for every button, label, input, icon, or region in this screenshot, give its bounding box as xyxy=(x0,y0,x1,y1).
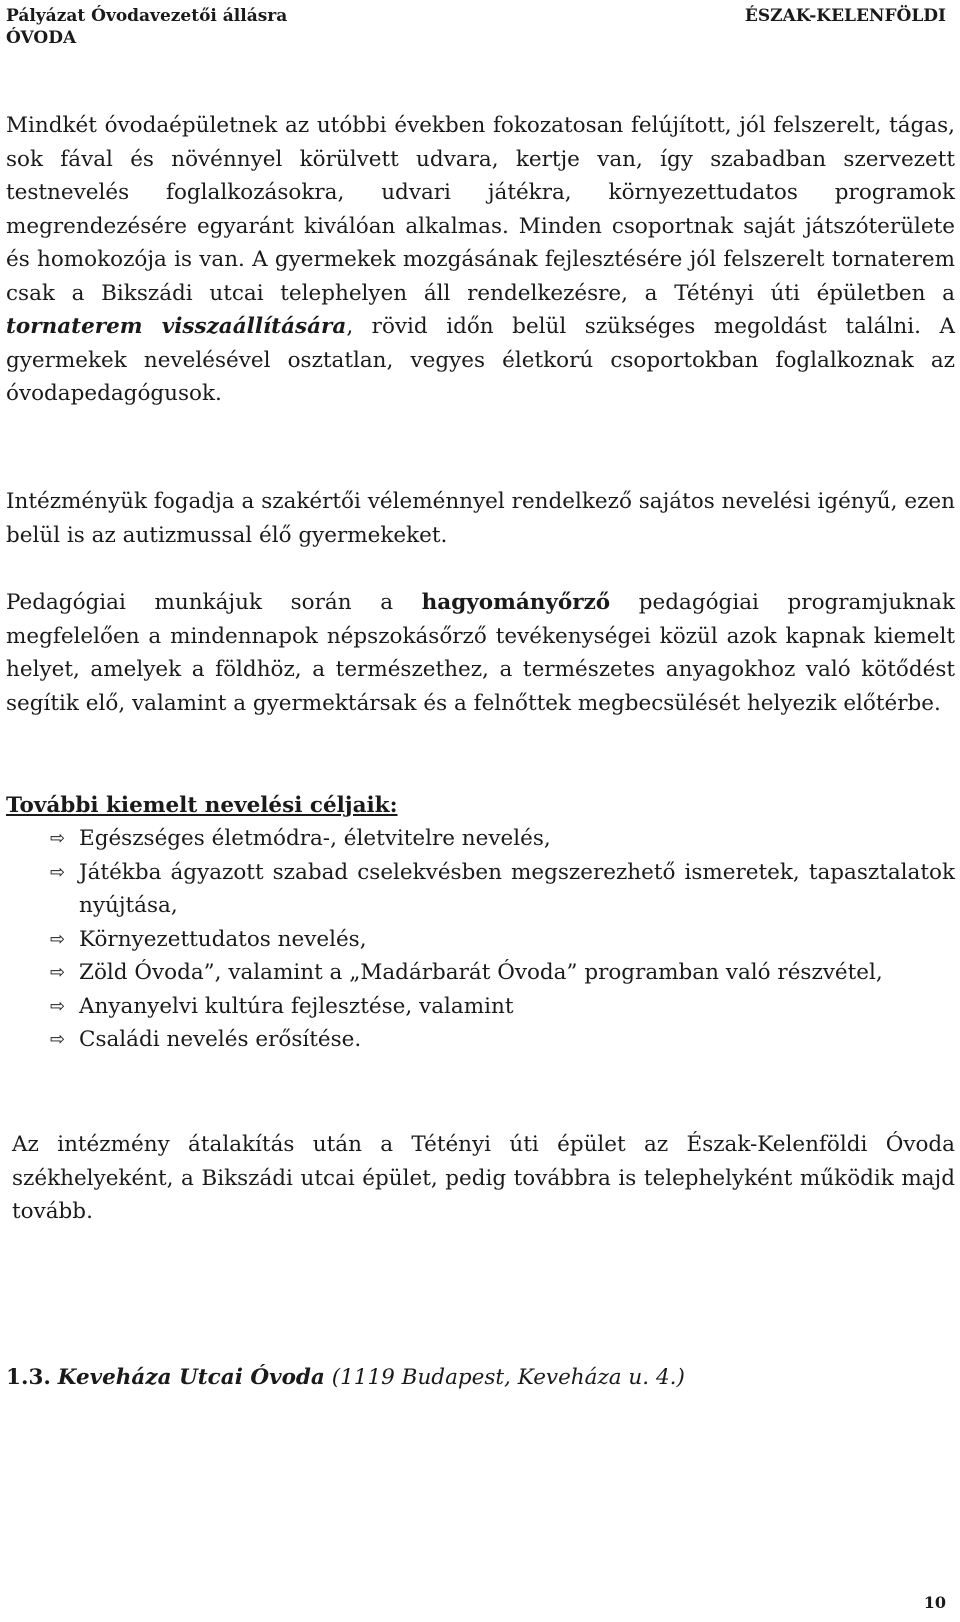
list-item-text: Zöld Óvoda”, valamint a „Madárbarát Óvoda” programban való részvétel, xyxy=(79,960,883,985)
list-item-text: Anyanyelvi kultúra fejlesztése, valamint xyxy=(79,993,514,1019)
emphasis-text: tornaterem visszaállítására xyxy=(6,314,347,339)
section-name: Keveháza Utcai Óvoda xyxy=(57,1365,325,1390)
list-item xyxy=(50,956,955,990)
right-arrow-icon: ⇨ xyxy=(50,962,66,983)
paragraph-text: Pedagógiai munkájuk során a xyxy=(6,590,422,615)
paragraph-text: , rövid időn belül szükséges megoldást találni. A gyermekek nevelésével osztatlan, vegyes életkorú csoportokban foglalkoznak az óvodapedagógusok. xyxy=(6,314,955,406)
list-item-text: Egészséges életmódra-, életvitelre nevelés, xyxy=(79,826,551,851)
list-item xyxy=(50,856,955,923)
list-item-text: Családi nevelés erősítése. xyxy=(79,1027,362,1052)
section-address: (1119 Budapest, Keveháza u. 4.) xyxy=(331,1365,685,1390)
list-item xyxy=(50,923,955,957)
paragraph-pedagogy xyxy=(6,586,955,720)
right-arrow-icon: ⇨ xyxy=(50,861,66,883)
aims-list xyxy=(50,822,955,1057)
list-item xyxy=(50,990,955,1024)
header-right: ÉSZAK-KELENFÖLDI xyxy=(744,6,946,26)
header-subtitle: ÓVODA xyxy=(6,28,77,48)
bold-text: hagyományőrző xyxy=(421,590,611,615)
header-left xyxy=(6,5,287,49)
right-arrow-icon: ⇨ xyxy=(50,828,66,849)
paragraph-restructuring: Az intézmény átalakítás után a Tétényi úti épület az Észak-Kelenföldi Óvoda székhelyeként, a Bikszádi utcai épület, pedig továbbra is telephelyként működik majd tovább. xyxy=(12,1132,955,1224)
page-number: 10 xyxy=(923,1593,946,1612)
right-arrow-icon: ⇨ xyxy=(50,995,66,1017)
list-item-text: Környezettudatos nevelés, xyxy=(79,926,367,952)
list-item xyxy=(50,1023,955,1057)
right-arrow-icon: ⇨ xyxy=(50,928,66,950)
list-item-text: Játékba ágyazott szabad cselekvésben megszerezhető ismeretek, tapasztalatok nyújtása, xyxy=(79,859,955,918)
aims-heading: További kiemelt nevelési céljaik: xyxy=(6,793,398,818)
paragraph-text: pedagógiai programjuknak megfelelően a mindennapok népszokásőrző tevékenységei közül azok kapnak kiemelt helyet, amelyek a földhöz, a természethez, a természetes anyagokhoz való kötődést segítik elő, valamint a gyermektársak és a felnőttek megbecsülését helyezik előtérbe. xyxy=(6,590,956,716)
paragraph-special-needs: Intézményük fogadja a szakértői véleménnyel rendelkező sajátos nevelési igényű, ezen belül is az autizmussal élő gyermekeket. xyxy=(6,489,955,548)
paragraph-text: Mindkét óvodaépületnek az utóbbi években fokozatosan felújított, jól felszerelt, tágas, sok fával és növénnyel körülvett udvara, kertje van, így szabadban szervezett testnevelés foglalkozásokra, udvari játékra, környezettudatos programok megrendezésére egyaránt kiválóan alkalmas. Minden csoportnak saját játszóterülete és homokozója is van. A gyermekek mozgásának fejlesztésére jól felszerelt tornaterem csak a Bikszádi utcai telephelyen áll rendelkezésre, a Tétényi úti épületben a xyxy=(6,113,955,306)
right-arrow-icon: ⇨ xyxy=(50,1029,66,1050)
header-title: Pályázat Óvodavezetői állásra xyxy=(6,6,288,26)
paragraph-facilities xyxy=(6,109,955,411)
section-heading xyxy=(6,1361,685,1395)
section-number: 1.3. xyxy=(6,1365,51,1390)
list-item xyxy=(50,822,955,856)
